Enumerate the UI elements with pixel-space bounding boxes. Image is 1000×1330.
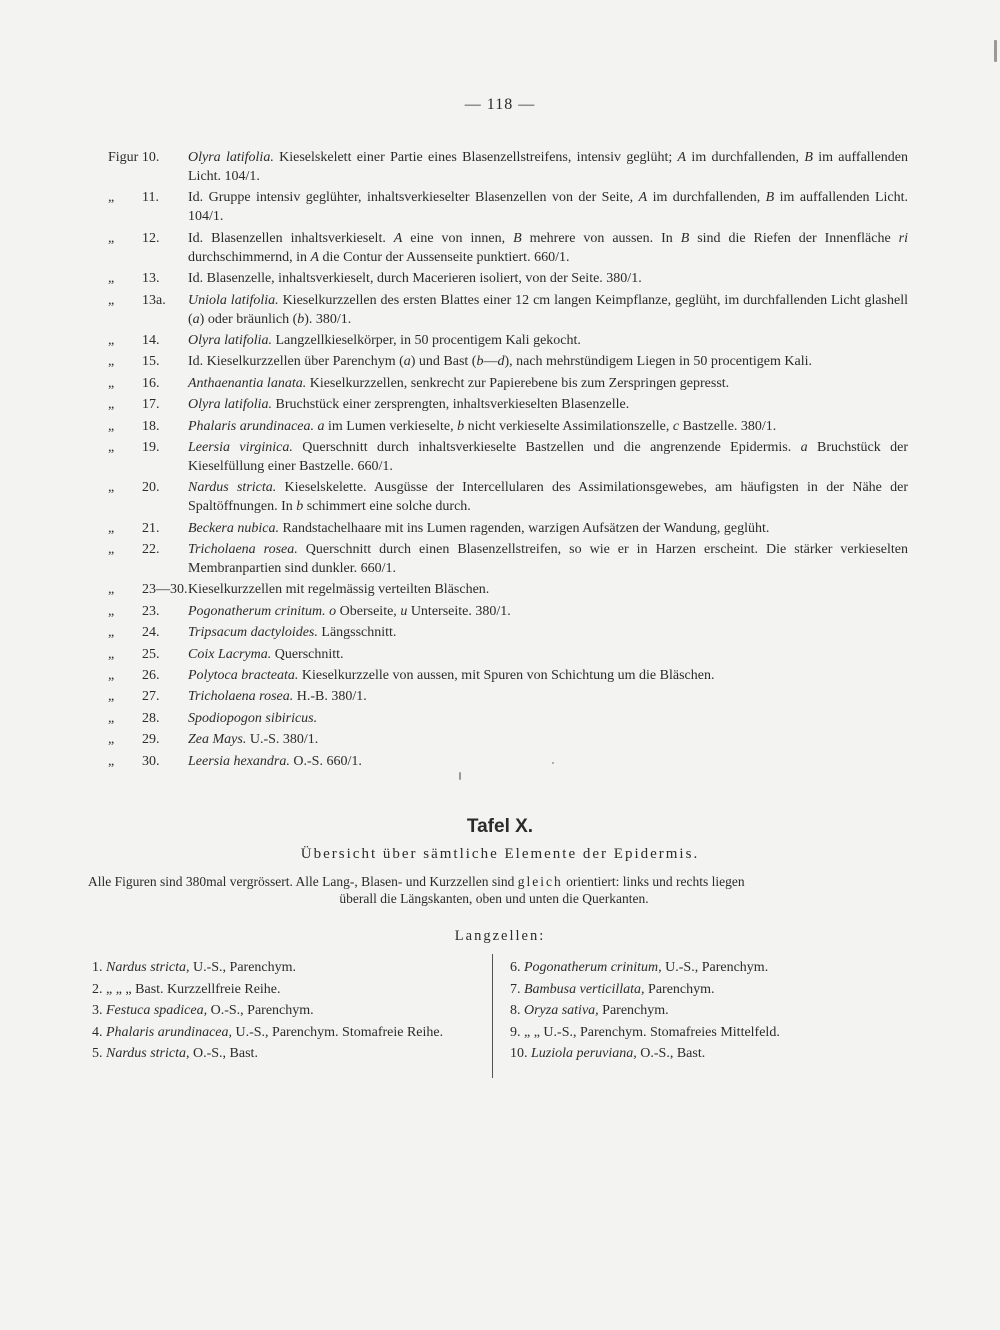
- figure-caption: [188, 269, 908, 288]
- caption-text: ) und Bast (: [410, 354, 477, 370]
- figure-caption: [188, 374, 908, 393]
- figure-entry: [108, 352, 908, 371]
- figure-entry: [108, 709, 908, 728]
- langzellen-right-column: [510, 958, 900, 1066]
- figure-number-text: 16.: [142, 375, 160, 391]
- item-text: O.-S., Bast.: [636, 1046, 706, 1061]
- caption-text: Kieselskelett einer Partie eines Blasenzellstreifens, intensiv geglüht;: [273, 150, 678, 165]
- figure-entry: [108, 331, 908, 350]
- item-text: 9. „ „ U.-S., Parenchym. Stomafreies Mittelfeld.: [510, 1024, 780, 1040]
- scan-edge-mark: [994, 40, 997, 62]
- caption-italic: Olyra latifolia.: [188, 397, 272, 413]
- figure-number-text: 13a.: [142, 292, 166, 308]
- langzelle-item: [92, 1023, 462, 1043]
- langzellen-left-column: [92, 958, 462, 1066]
- caption-italic: b: [457, 418, 465, 434]
- item-text: 10.: [510, 1046, 531, 1061]
- caption-text: O.-S. 660/1.: [289, 753, 362, 769]
- caption-italic: a: [403, 354, 411, 370]
- caption-text: sind die Riefen der Innenfläche: [689, 230, 899, 246]
- caption-italic: Uniola latifolia.: [188, 292, 279, 308]
- figure-number: [108, 602, 188, 621]
- item-italic: Nardus stricta,: [106, 1046, 190, 1061]
- caption-text: im auffallenden Licht. 104/1.: [188, 150, 908, 184]
- caption-italic: d: [497, 354, 505, 370]
- caption-italic: b: [476, 354, 484, 370]
- figure-caption: [188, 417, 908, 436]
- caption-italic: Tricholaena rosea.: [188, 689, 294, 705]
- caption-italic: Leersia virginica.: [188, 439, 293, 455]
- item-italic: Bambusa verticillata,: [524, 981, 645, 997]
- figure-entry: [108, 478, 908, 516]
- figure-number: [108, 645, 188, 664]
- caption-text: Bruchstück einer zersprengten, inhaltsverkieselten Blasenzelle.: [272, 397, 630, 413]
- plate-subtitle: Übersicht über sämtliche Elemente der Epidermis.: [300, 846, 700, 862]
- caption-italic: A: [310, 249, 320, 265]
- langzellen-heading: Langzellen:: [454, 928, 546, 944]
- figure-number-text: 26.: [142, 668, 160, 684]
- figure-caption: [188, 395, 908, 414]
- caption-italic: Tripsacum dactyloides.: [188, 625, 318, 641]
- item-italic: Nardus stricta,: [106, 960, 190, 975]
- figure-entry: [108, 188, 908, 226]
- intro-line-2: überall die Längskanten, oben und unten die Querkanten.: [339, 891, 649, 906]
- figure-number: [108, 730, 188, 749]
- figure-number-text: 27.: [142, 689, 160, 705]
- item-text: Parenchym.: [598, 1003, 669, 1018]
- figure-entry: [108, 395, 908, 414]
- item-italic: Oryza sativa,: [524, 1003, 599, 1018]
- langzelle-item: [510, 980, 900, 1000]
- caption-text: im durchfallenden,: [686, 150, 805, 165]
- caption-text: im Lumen verkieselte,: [324, 418, 458, 434]
- caption-italic: Olyra latifolia.: [188, 150, 274, 165]
- langzelle-item: [92, 1001, 462, 1021]
- caption-text: —: [483, 354, 498, 370]
- caption-italic: Leersia hexandra.: [188, 753, 290, 769]
- figure-number-text: 15.: [142, 354, 160, 370]
- caption-text: die Contur der Aussenseite punktiert. 660/1.: [319, 249, 570, 265]
- ditto-mark: „: [108, 332, 115, 348]
- figure-number: [108, 188, 188, 226]
- figure-entry: [108, 730, 908, 749]
- ditto-mark: „: [108, 292, 115, 308]
- figure-caption: [188, 602, 908, 621]
- figure-number-text: 21.: [142, 520, 160, 536]
- figure-caption: [188, 645, 908, 664]
- figure-number: [108, 666, 188, 685]
- figure-number: [108, 580, 188, 599]
- figure-entry: [108, 666, 908, 685]
- caption-text: durchschimmernd, in: [188, 249, 311, 265]
- langzelle-item: [510, 1023, 900, 1043]
- langzelle-item: [510, 1044, 900, 1064]
- item-text: Parenchym.: [644, 981, 715, 997]
- figure-entry: [108, 438, 908, 476]
- figure-entry: [108, 580, 908, 599]
- figure-number: [108, 417, 188, 436]
- caption-text: Querschnitt durch einen Blasenzellstreifen, so wie er in Harzen erscheint. Die stärker verkieselten Membranpartien sind dunkler. 660/1.: [188, 542, 908, 577]
- figure-caption: [188, 687, 908, 706]
- figure-number: [108, 352, 188, 371]
- ditto-mark: „: [108, 190, 115, 206]
- caption-text: Längsschnitt.: [317, 625, 397, 641]
- caption-italic: u: [400, 603, 408, 619]
- figure-number-text: 17.: [142, 397, 160, 413]
- intro-line-1: [88, 873, 900, 890]
- caption-italic: Zea Mays.: [188, 732, 247, 748]
- item-text: U.-S., Parenchym.: [189, 960, 297, 975]
- figure-number: [108, 478, 188, 516]
- item-italic: Pogonatherum crinitum,: [524, 960, 662, 975]
- ditto-mark: „: [108, 753, 115, 769]
- caption-text: Id. Blasenzellen inhaltsverkieselt.: [188, 230, 394, 246]
- figure-entry: [108, 417, 908, 436]
- item-italic: Festuca spadicea,: [106, 1003, 208, 1018]
- item-text: 8.: [510, 1003, 524, 1018]
- ditto-mark: „: [108, 271, 115, 287]
- item-text: O.-S., Parenchym.: [207, 1003, 314, 1018]
- figure-caption: [188, 580, 908, 599]
- figure-entry: [108, 374, 908, 393]
- caption-text: ), nach mehrstündigem Liegen in 50 procentigem Kali.: [504, 354, 812, 370]
- caption-italic: Phalaris arundinacea.: [188, 418, 314, 434]
- figure-entry: [108, 540, 908, 578]
- caption-text: Querschnitt durch inhaltsverkieselte Bastzellen und die angrenzende Epidermis.: [292, 439, 801, 455]
- caption-italic: Coix Lacryma.: [188, 646, 272, 662]
- caption-italic: Olyra latifolia.: [188, 332, 272, 348]
- caption-italic: a: [192, 311, 200, 327]
- intro-text-spaced: gleich: [517, 874, 563, 889]
- caption-italic: B: [680, 230, 690, 246]
- caption-italic: b: [296, 499, 304, 515]
- figure-entry: [108, 519, 908, 538]
- intro-text-b: orientiert: links und rechts liegen: [562, 874, 745, 889]
- caption-text: Kieselkurzzellen des ersten Blattes einer 12 cm langen Keimpflanze, geglüht, im durchfallenden Licht glashell (: [188, 292, 908, 327]
- figure-number-text: 20.: [142, 480, 160, 496]
- item-text: 6.: [510, 960, 524, 975]
- ditto-mark: „: [108, 625, 115, 641]
- figure-number: [108, 540, 188, 578]
- figure-number: [108, 687, 188, 706]
- figure-number-text: 30.: [142, 753, 160, 769]
- figure-number-text: 12.: [142, 230, 160, 246]
- figure-number-text: 19.: [142, 439, 160, 455]
- caption-text: im auffallenden Licht. 104/1.: [188, 190, 909, 225]
- figure-number: Figur 10.: [108, 150, 160, 165]
- scan-speck: [552, 762, 554, 764]
- caption-italic: Pogonatherum crinitum.: [188, 603, 326, 619]
- figure-number: [108, 395, 188, 414]
- langzelle-item: [510, 958, 900, 978]
- intro-text-a: Alle Figuren sind 380mal vergrössert. Alle Lang-, Blasen- und Kurzzellen sind: [88, 874, 518, 889]
- caption-text: schimmert eine solche durch.: [303, 499, 471, 515]
- item-text: 7.: [510, 981, 524, 997]
- item-text: O.-S., Bast.: [189, 1046, 258, 1061]
- figure-caption: [188, 540, 908, 578]
- caption-text: Id. Gruppe intensiv geglühter, inhaltsverkieselter Blasenzellen von der Seite,: [188, 190, 639, 206]
- caption-italic: b: [297, 311, 305, 327]
- page-number: — 118 —: [464, 96, 536, 113]
- caption-text: mehrere von aussen. In: [521, 230, 681, 246]
- figure-number: [108, 623, 188, 642]
- langzelle-item: [92, 958, 462, 978]
- caption-text: Id. Kieselkurzzellen über Parenchym (: [188, 354, 404, 370]
- item-text: 4.: [92, 1024, 106, 1040]
- caption-text: Bruchstück der Kieselfüllung einer Bastzelle. 660/1.: [188, 439, 908, 474]
- item-text: U.-S., Parenchym. Stomafreie Reihe.: [232, 1024, 444, 1040]
- ditto-mark: „: [108, 354, 115, 370]
- caption-italic: Beckera nubica.: [188, 520, 279, 536]
- caption-italic: Spodiopogon sibiricus.: [188, 710, 318, 726]
- figure-entry: [108, 148, 908, 186]
- caption-italic: Nardus stricta.: [188, 480, 277, 496]
- figure-number-text: 23—30.: [142, 582, 188, 598]
- caption-text: im durchfallenden,: [647, 190, 766, 206]
- caption-italic: ri: [898, 230, 908, 246]
- caption-text: eine von innen,: [402, 230, 514, 246]
- caption-text: nicht verkieselte Assimilationszelle,: [464, 418, 673, 434]
- caption-italic: a: [800, 439, 808, 455]
- caption-italic: B: [513, 230, 522, 246]
- caption-text: Querschnitt.: [271, 646, 344, 662]
- figure-number: [108, 291, 188, 329]
- figure-caption: [188, 519, 908, 538]
- langzelle-item: [510, 1001, 900, 1021]
- figure-number-text: 23.: [142, 603, 160, 619]
- figure-number-text: 25.: [142, 646, 160, 662]
- figure-caption: [188, 438, 908, 476]
- caption-text: Kieselkurzzellen mit regelmässig verteilten Bläschen.: [188, 582, 490, 598]
- ditto-mark: „: [108, 480, 115, 496]
- langzelle-item: [92, 1044, 462, 1064]
- figure-number: [108, 709, 188, 728]
- ditto-mark: „: [108, 732, 115, 748]
- figure-caption: [188, 752, 908, 771]
- caption-italic: a: [317, 418, 325, 434]
- figure-number: [108, 438, 188, 476]
- figure-entry: [108, 752, 908, 771]
- item-italic: Luziola peruviana,: [531, 1046, 637, 1061]
- ditto-mark: „: [108, 668, 115, 684]
- caption-text: Unterseite. 380/1.: [407, 603, 511, 619]
- figure-caption: [188, 148, 908, 186]
- caption-text: Id. Blasenzelle, inhaltsverkieselt, durch Macerieren isoliert, von der Seite. 380/1.: [188, 271, 642, 287]
- item-text: 5.: [92, 1046, 106, 1061]
- ditto-mark: „: [108, 582, 115, 598]
- figure-entry: [108, 229, 908, 267]
- figure-caption: [188, 331, 908, 350]
- ditto-mark: „: [108, 375, 115, 391]
- ditto-mark: „: [108, 710, 115, 726]
- figure-caption: [188, 188, 908, 226]
- caption-text: H.-B. 380/1.: [293, 689, 367, 705]
- figure-caption: [188, 623, 908, 642]
- ditto-mark: „: [108, 689, 115, 705]
- figure-caption: [188, 352, 908, 371]
- caption-italic: Polytoca bracteata.: [188, 668, 299, 684]
- figure-number-text: 14.: [142, 332, 160, 348]
- caption-italic: B: [804, 150, 813, 165]
- figure-caption: [188, 666, 908, 685]
- caption-text: U.-S. 380/1.: [246, 732, 319, 748]
- column-divider: [492, 954, 493, 1078]
- figure-entry: [108, 291, 908, 329]
- caption-italic: Tricholaena rosea.: [188, 542, 298, 558]
- item-text: 3.: [92, 1003, 106, 1018]
- caption-italic: A: [677, 150, 687, 165]
- plate-intro: [88, 873, 900, 907]
- figure-entry: [108, 602, 908, 621]
- figure-number-text: 22.: [142, 542, 160, 558]
- caption-italic: A: [393, 230, 403, 246]
- figure-number: [108, 752, 188, 771]
- figure-legend-list: [108, 148, 908, 773]
- ditto-mark: „: [108, 230, 115, 246]
- ditto-mark: „: [108, 520, 115, 536]
- caption-text: Randstachelhaare mit ins Lumen ragenden, warzigen Aufsätzen der Wandung, geglüht.: [278, 520, 770, 536]
- figure-entry: [108, 645, 908, 664]
- figure-caption: [188, 229, 908, 267]
- figure-number-text: 29.: [142, 732, 160, 748]
- plate-title: Tafel X.: [466, 816, 534, 837]
- caption-text: Langzellkieselkörper, in 50 procentigem Kali gekocht.: [272, 332, 581, 348]
- figure-caption: [188, 291, 908, 329]
- caption-italic: c: [672, 418, 680, 434]
- item-text: 2. „ „ „ Bast. Kurzzellfreie Reihe.: [92, 981, 281, 997]
- figure-number: [108, 374, 188, 393]
- figure-number: [108, 229, 188, 267]
- caption-italic: B: [765, 190, 775, 206]
- caption-text: ). 380/1.: [304, 311, 352, 327]
- figure-entry: [108, 269, 908, 288]
- caption-text: Oberseite,: [336, 603, 401, 619]
- item-italic: Phalaris arundinacea,: [106, 1024, 232, 1040]
- figure-caption: [188, 478, 908, 516]
- figure-entry: [108, 687, 908, 706]
- caption-italic: Anthaenantia lanata.: [188, 375, 307, 391]
- figure-number-text: 24.: [142, 625, 160, 641]
- ditto-mark: „: [108, 603, 115, 619]
- item-text: 1.: [92, 960, 106, 975]
- caption-text: Kieselkurzzellen, senkrecht zur Papierebene bis zum Zerspringen gepresst.: [306, 375, 730, 391]
- langzelle-item: [92, 980, 462, 1000]
- figure-caption: [188, 709, 908, 728]
- ditto-mark: „: [108, 439, 115, 455]
- figure-number: [108, 331, 188, 350]
- ditto-mark: „: [108, 646, 115, 662]
- caption-italic: A: [638, 190, 648, 206]
- figure-number-text: 18.: [142, 418, 160, 434]
- item-text: U.-S., Parenchym.: [661, 960, 769, 975]
- figure-number: [108, 519, 188, 538]
- figure-number-text: 28.: [142, 710, 160, 726]
- ditto-mark: „: [108, 418, 115, 434]
- caption-text: Kieselkurzzelle von aussen, mit Spuren von Schichtung um die Bläschen.: [298, 668, 715, 684]
- ditto-mark: „: [108, 397, 115, 413]
- figure-number: [108, 269, 188, 288]
- caption-text: Bastzelle. 380/1.: [679, 418, 777, 434]
- figure-number-text: 11.: [142, 190, 159, 206]
- caption-text: ) oder bräunlich (: [199, 311, 298, 327]
- caption-text: Kieselskelette. Ausgüsse der Intercellularen des Assimilationsgewebes, am häufigsten in der Nähe der Spaltöffnungen. In: [188, 480, 909, 515]
- caption-italic: o: [329, 603, 337, 619]
- ditto-mark: „: [108, 542, 115, 558]
- figure-number-text: 13.: [142, 271, 160, 287]
- scan-speck: [459, 772, 461, 780]
- figure-entry: [108, 623, 908, 642]
- figure-caption: [188, 730, 908, 749]
